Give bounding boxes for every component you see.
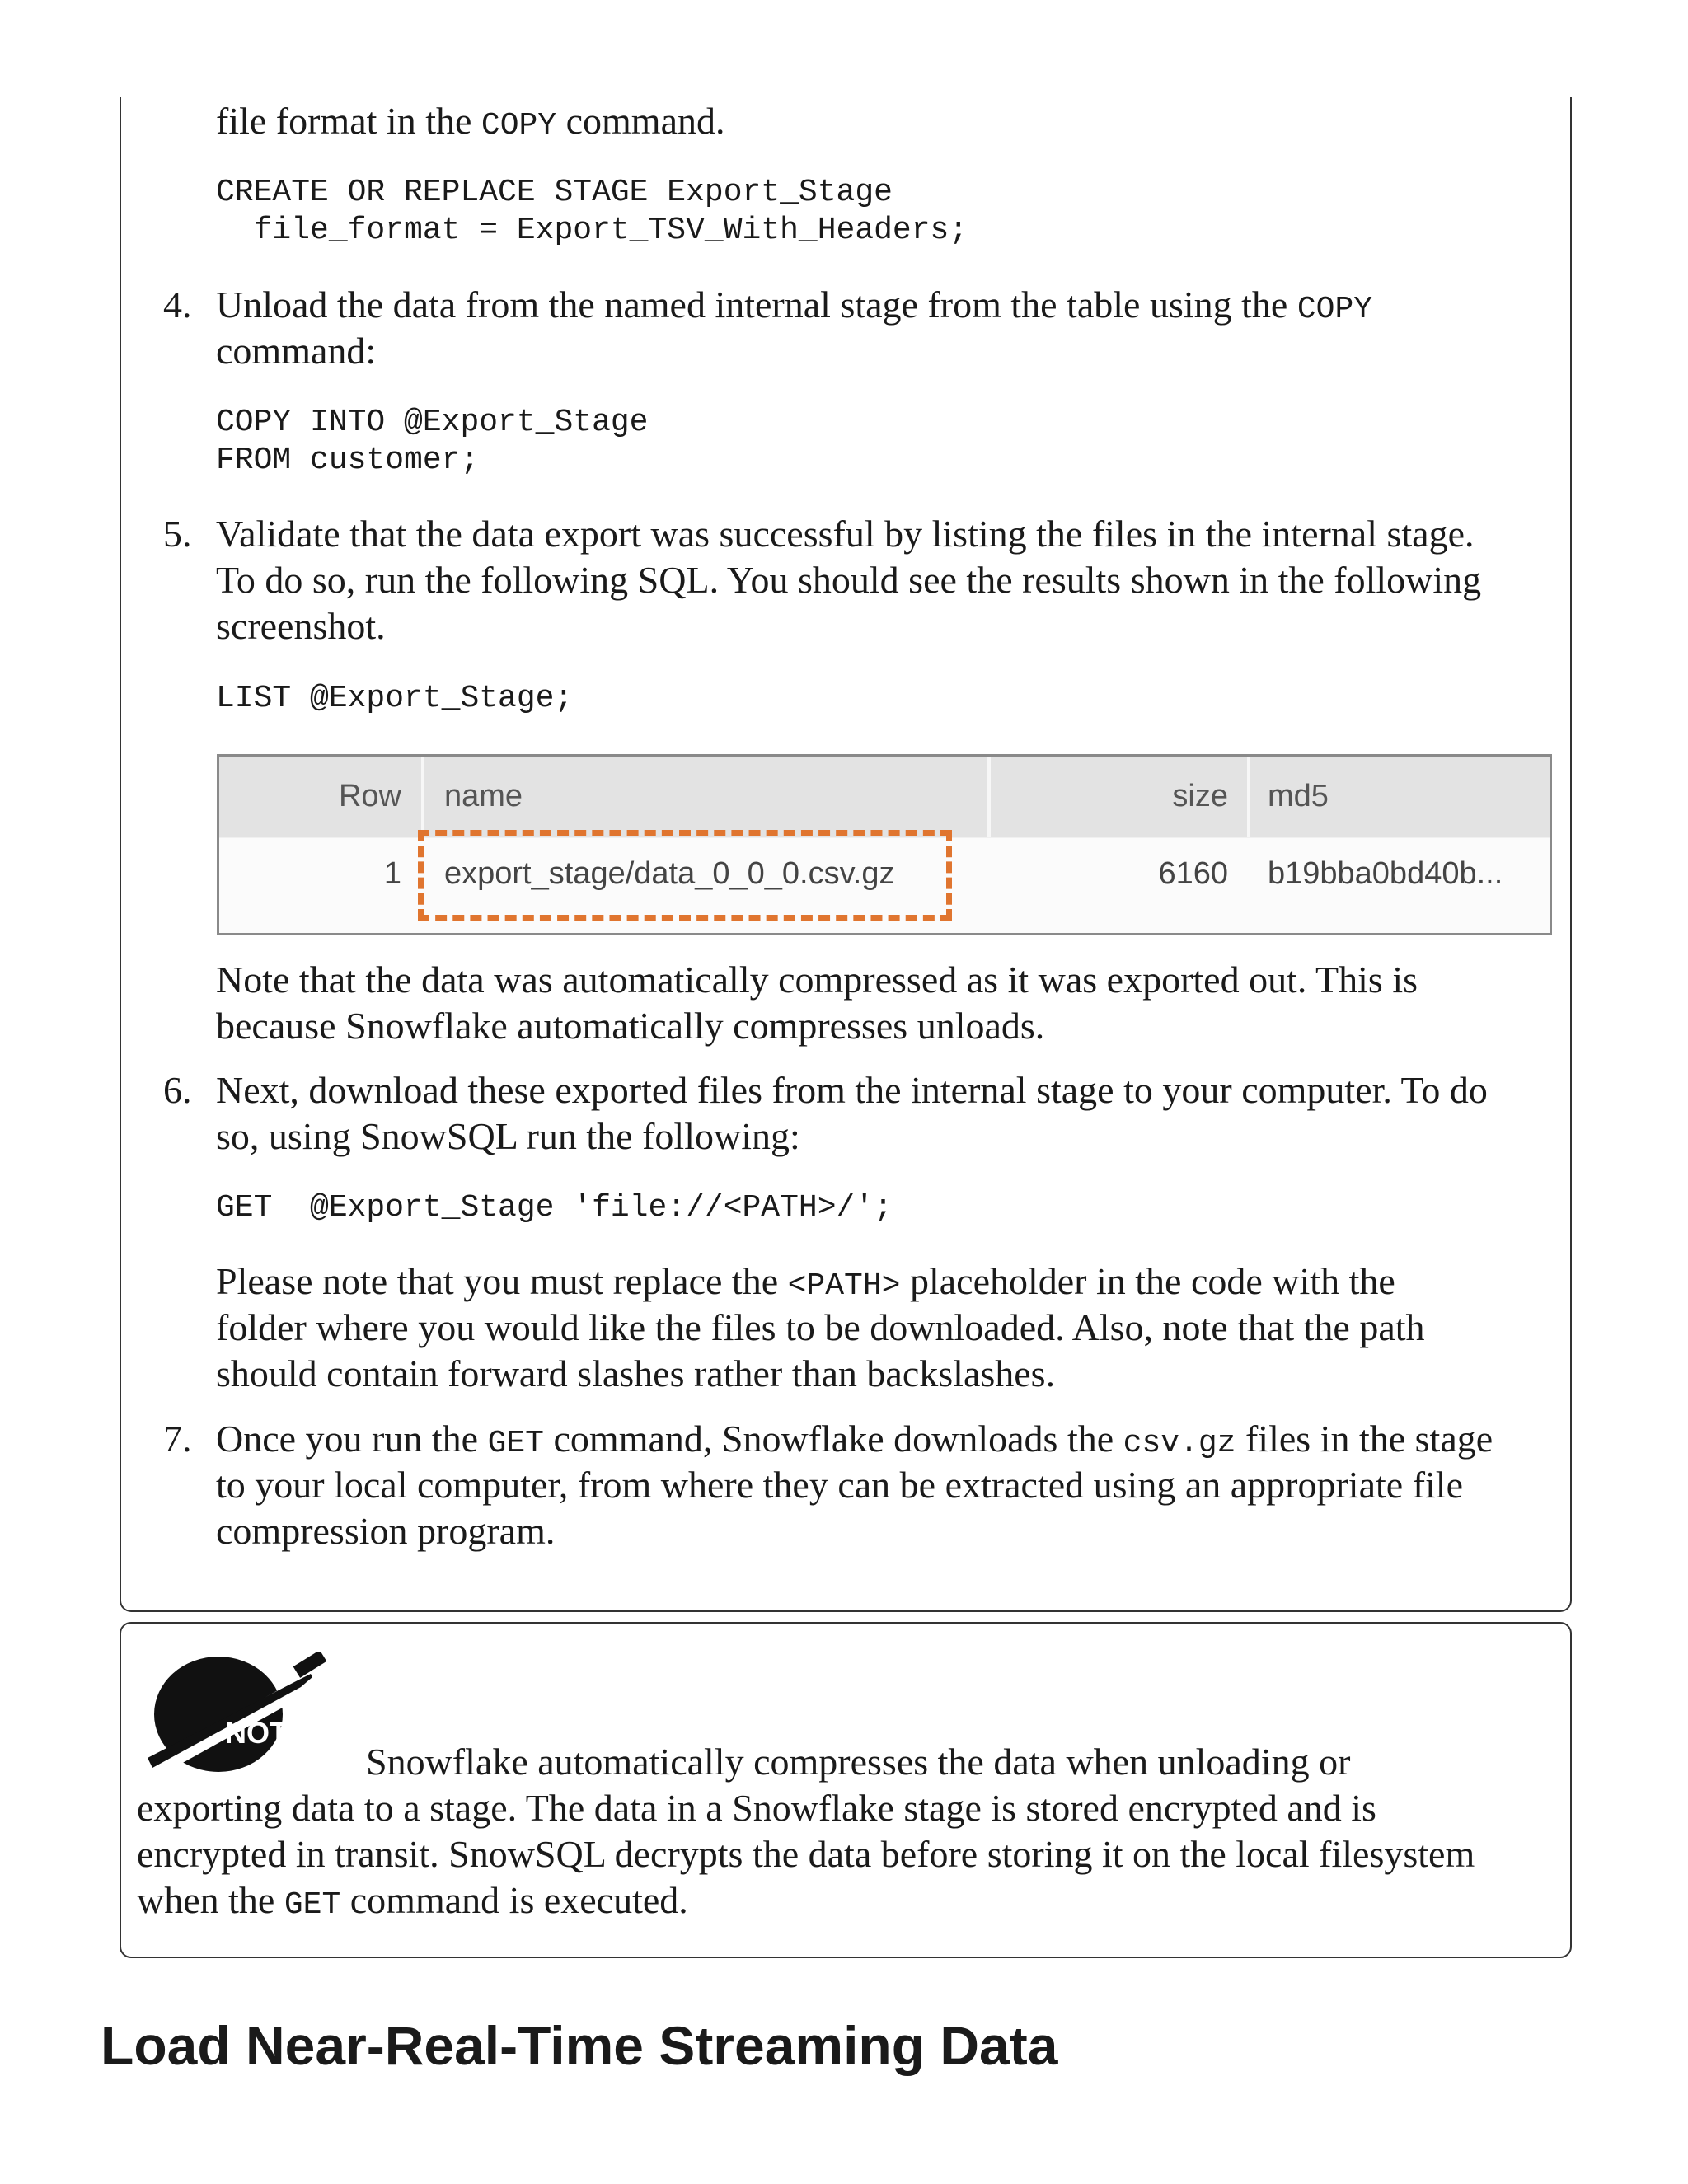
step5-line3: screenshot.	[216, 605, 386, 647]
cell-name: export_stage/data_0_0_0.csv.gz	[444, 856, 895, 891]
step-number-5: 5.	[163, 513, 192, 555]
header-row: Row	[338, 779, 401, 813]
step7-line1: Once you run the GET command, Snowflake downloads the csv.gz files in the stage	[216, 1418, 1493, 1461]
step7-line2: to your local computer, from where they can be extracted using an appropriate file	[216, 1464, 1463, 1506]
step5-line2: To do so, run the following SQL. You should see the results shown in the following	[216, 559, 1482, 601]
svg-text:NOTE: NOTE	[225, 1716, 308, 1750]
code-create-stage-line2: file_format = Export_TSV_With_Headers;	[216, 213, 968, 248]
column-separator	[421, 757, 424, 837]
note-line1: Snowflake automatically compresses the data when unloading or	[366, 1741, 1351, 1783]
code-list-line1: LIST @Export_Stage;	[216, 681, 574, 716]
step6-line1: Next, download these exported files from the internal stage to your computer. To do	[216, 1069, 1488, 1111]
step-number-6: 6.	[163, 1069, 192, 1111]
column-separator	[987, 757, 991, 837]
header-md5: md5	[1268, 779, 1329, 813]
header-size: size	[1172, 779, 1228, 813]
cell-size: 6160	[1158, 856, 1228, 891]
step4-line2: command:	[216, 330, 377, 372]
note-line2: exporting data to a stage. The data in a Snowflake stage is stored encrypted and is	[137, 1787, 1376, 1829]
note-line3: encrypted in transit. SnowSQL decrypts the data before storing it on the local filesystem	[137, 1833, 1475, 1875]
code-create-stage-line1: CREATE OR REPLACE STAGE Export_Stage	[216, 175, 893, 210]
step6-note-line3: should contain forward slashes rather than backslashes.	[216, 1352, 1056, 1394]
section-title: Load Near-Real-Time Streaming Data	[101, 2015, 1058, 2076]
code-copy-line1: COPY INTO @Export_Stage	[216, 405, 649, 440]
code-copy-line2: FROM customer;	[216, 443, 480, 478]
step5-line1: Validate that the data export was successful by listing the files in the internal stage.	[216, 513, 1475, 555]
step7-line3: compression program.	[216, 1510, 556, 1552]
step5-note-line2: because Snowflake automatically compresses unloads.	[216, 1005, 1045, 1047]
column-separator	[1247, 757, 1250, 837]
step-number-4: 4.	[163, 284, 192, 326]
step5-note-line1: Note that the data was automatically compressed as it was exported out. This is	[216, 958, 1418, 1001]
result-table-header	[219, 757, 1550, 837]
highlight-dashed-box	[418, 830, 952, 921]
cell-md5: b19bba0bd40b...	[1268, 856, 1503, 891]
step6-note-line1: Please note that you must replace the <PATH> placeholder in the code with the	[216, 1260, 1395, 1304]
step3-tail-text: file format in the COPY command.	[216, 100, 725, 143]
cell-row: 1	[383, 856, 401, 891]
note-pen-icon	[136, 1652, 334, 1776]
note-line4: when the GET command is executed.	[137, 1879, 688, 1923]
code-get-line1: GET @Export_Stage 'file://<PATH>/';	[216, 1190, 893, 1226]
step-number-7: 7.	[163, 1418, 192, 1460]
header-name: name	[444, 779, 523, 813]
step4-line1: Unload the data from the named internal stage from the table using the COPY	[216, 284, 1373, 327]
step6-line2: so, using SnowSQL run the following:	[216, 1115, 800, 1157]
step6-note-line2: folder where you would like the files to be downloaded. Also, note that the path	[216, 1306, 1425, 1348]
